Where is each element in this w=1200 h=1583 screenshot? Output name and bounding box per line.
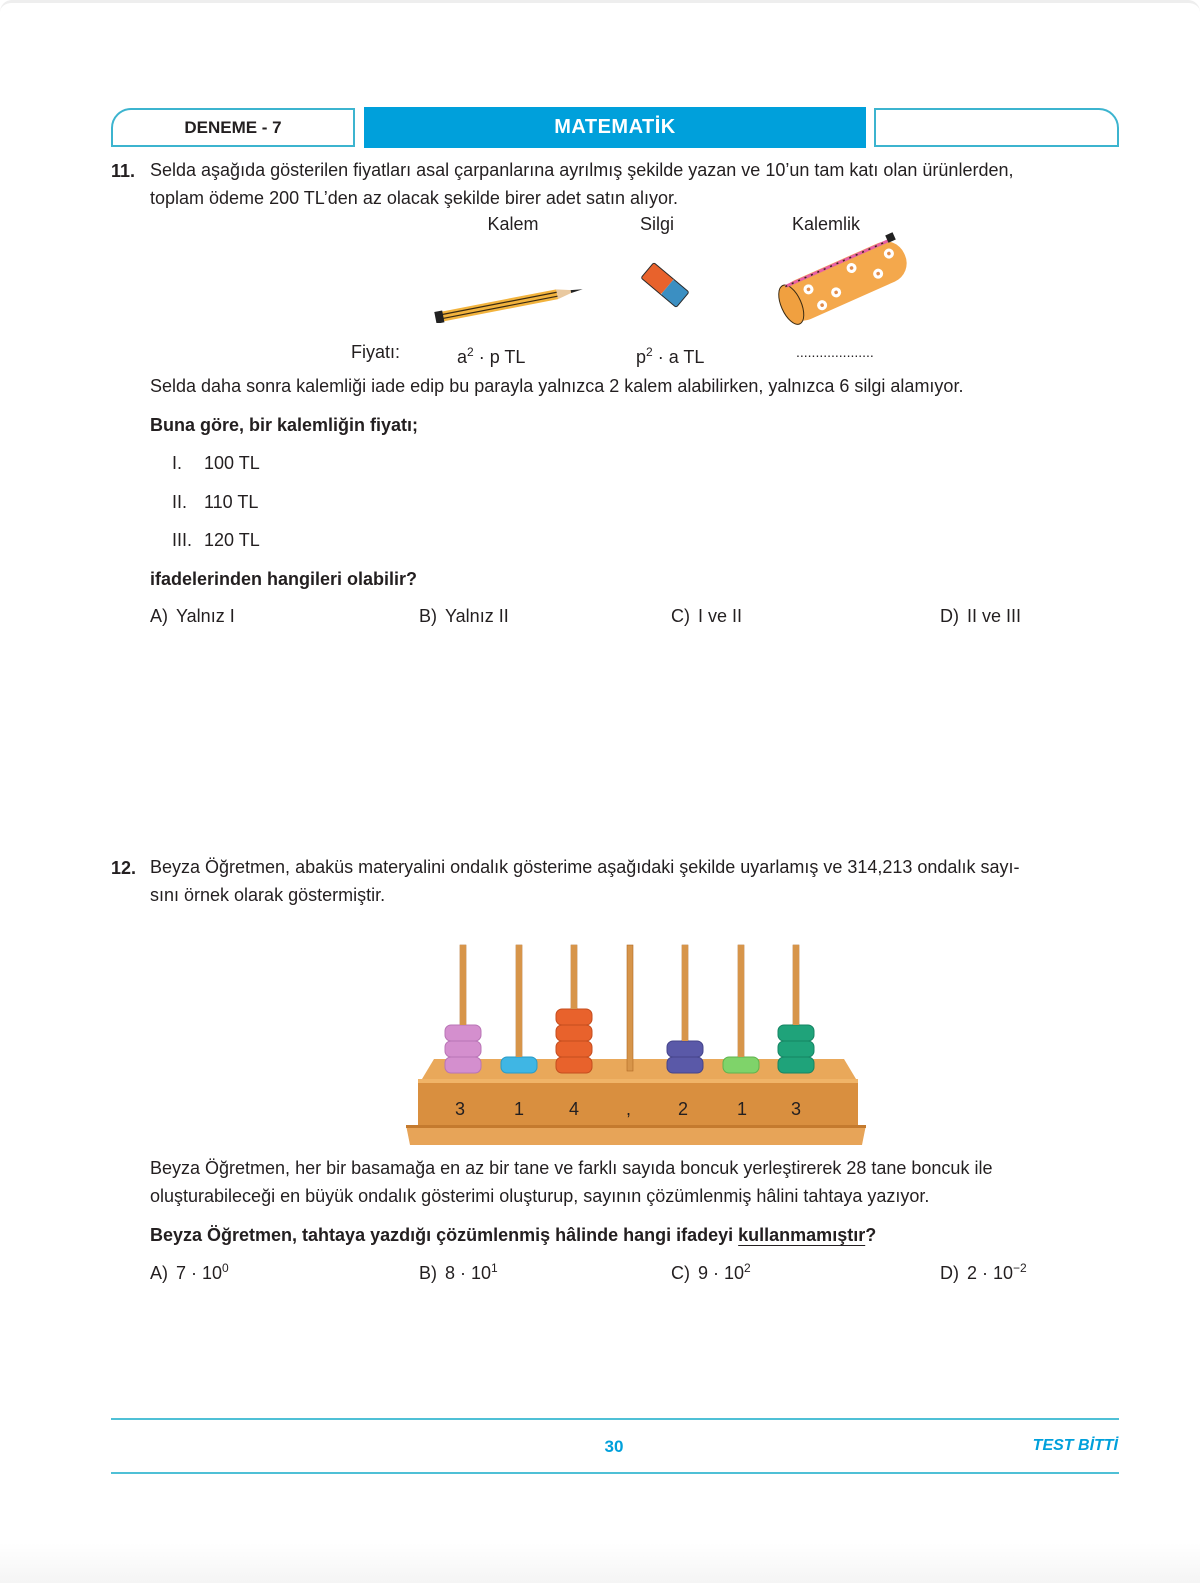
q11-after-text: Selda daha sonra kalemliği iade edip bu parayla yalnızca 2 kalem alabilirken, yalnızca 6 silgi alamıyor.: [150, 376, 964, 396]
option-text: Yalnız I: [176, 606, 235, 626]
silgi-price: [636, 338, 704, 371]
option-exp: −2: [1013, 1261, 1027, 1275]
item-label-kalemlik: Kalemlik: [791, 214, 861, 234]
abacus-digit: 3: [455, 1099, 466, 1119]
option-base: 9 · 10: [698, 1263, 745, 1283]
option-text: Yalnız II: [445, 606, 509, 626]
abacus-digit: ,: [626, 1099, 632, 1119]
q12-intro-line1: Beyza Öğretmen, abaküs materyalini ondalık gösterime aşağıdaki şekilde uyarlamış ve 314,213 ondalık sayı-: [150, 857, 1020, 877]
q12-body-line2: oluşturabileceği en büyük ondalık gösterimi oluşturup, sayının çözümlenmiş hâlini tahtaya yazıyor.: [150, 1186, 930, 1206]
statement-2: [172, 492, 258, 513]
abacus-digit: 2: [678, 1099, 689, 1119]
empty-header-box: [874, 108, 1119, 147]
option-base: 2 · 10: [967, 1263, 1014, 1283]
q12-option-c[interactable]: [671, 1261, 751, 1284]
abacus-digit: 1: [737, 1099, 748, 1119]
option-base: 8 · 10: [445, 1263, 492, 1283]
option-text: II ve III: [967, 606, 1022, 626]
kalem-price: [457, 338, 525, 371]
q11-option-d[interactable]: [940, 606, 1021, 627]
option-letter: B): [419, 606, 437, 626]
subject-banner: [364, 107, 866, 148]
option-exp: 1: [491, 1261, 498, 1275]
option-letter: D): [940, 1263, 959, 1283]
option-letter: A): [150, 606, 168, 626]
q11-option-a[interactable]: [150, 606, 235, 627]
item-label-silgi: Silgi: [639, 214, 675, 234]
option-letter: D): [940, 606, 959, 626]
eraser-icon: [636, 257, 694, 313]
option-letter: C): [671, 1263, 690, 1283]
abacus-digit: 3: [791, 1099, 802, 1119]
q12-intro-line2: sını örnek olarak göstermiştir.: [150, 885, 386, 905]
exam-label: DENEME - 7: [184, 117, 282, 137]
option-letter: C): [671, 606, 690, 626]
q11-option-b[interactable]: [419, 606, 509, 627]
pencil-icon: [432, 283, 592, 323]
option-base: 7 · 10: [176, 1263, 223, 1283]
q11-intro-line2: toplam ödeme 200 TL’den az olacak şekilde birer adet satın alıyor.: [150, 188, 678, 208]
question-12-number: 12.: [111, 858, 137, 878]
abacus-digits: [0, 1099, 1200, 1123]
option-exp: 0: [222, 1261, 229, 1275]
abacus-digit: 1: [514, 1099, 525, 1119]
subject-title: MATEMATİK: [554, 116, 676, 138]
statement-text: 120 TL: [204, 530, 260, 550]
pencil-case-icon: [770, 231, 915, 327]
option-letter: A): [150, 1263, 168, 1283]
statement-text: 100 TL: [204, 453, 260, 473]
q12-option-d[interactable]: [940, 1261, 1027, 1284]
statement-numeral: III.: [172, 530, 193, 550]
q11-intro-line1: Selda aşağıda gösterilen fiyatları asal çarpanlarına ayrılmış şekilde yazan ve 10’un tam katı olan ürünlerden,: [150, 160, 1014, 180]
exam-label-tab: [111, 108, 355, 147]
q12-question-underlined: kullanmamıştır: [738, 1225, 866, 1245]
statement-numeral: I.: [172, 453, 183, 473]
page-number: 30: [604, 1437, 624, 1456]
option-letter: B): [419, 1263, 437, 1283]
silgi-price-base: p: [636, 347, 647, 367]
option-text: I ve II: [698, 606, 743, 626]
test-end-label: TEST BİTTİ: [1032, 1437, 1118, 1454]
question-11-number: 11.: [111, 161, 136, 181]
q11-question-stem: Buna göre, bir kalemliğin fiyatı;: [150, 415, 419, 435]
footer-bottom-divider: [111, 1472, 1119, 1474]
abacus-digit: 4: [569, 1099, 580, 1119]
q12-option-b[interactable]: [419, 1261, 498, 1284]
statement-numeral: II.: [172, 492, 188, 512]
price-label: Fiyatı:: [351, 342, 401, 362]
silgi-price-exp: 2: [646, 345, 653, 359]
option-exp: 2: [744, 1261, 751, 1275]
q12-question: [150, 1221, 876, 1249]
q12-option-a[interactable]: [150, 1261, 229, 1284]
footer-top-divider: [111, 1418, 1119, 1420]
q11-question-end: ifadelerinden hangileri olabilir?: [150, 569, 418, 589]
kalemlik-price-blank: ....................: [796, 344, 874, 360]
item-label-kalem: Kalem: [487, 214, 539, 234]
kalem-price-exp: 2: [467, 345, 474, 359]
q12-body-line1: Beyza Öğretmen, her bir basamağa en az bir tane ve farklı sayıda boncuk yerleştirerek 28 tane boncuk ile: [150, 1158, 993, 1178]
statement-1: [172, 453, 260, 474]
q11-option-c[interactable]: [671, 606, 742, 627]
kalem-price-base: a: [457, 347, 468, 367]
silgi-price-rest: · a TL: [652, 347, 705, 367]
q12-question-post: ?: [865, 1225, 877, 1245]
statement-text: 110 TL: [204, 492, 259, 512]
q12-question-pre: Beyza Öğretmen, tahtaya yazdığı çözümlenmiş hâlinde hangi ifadeyi: [150, 1225, 739, 1245]
kalem-price-rest: · p TL: [473, 347, 526, 367]
statement-3: [172, 530, 260, 551]
